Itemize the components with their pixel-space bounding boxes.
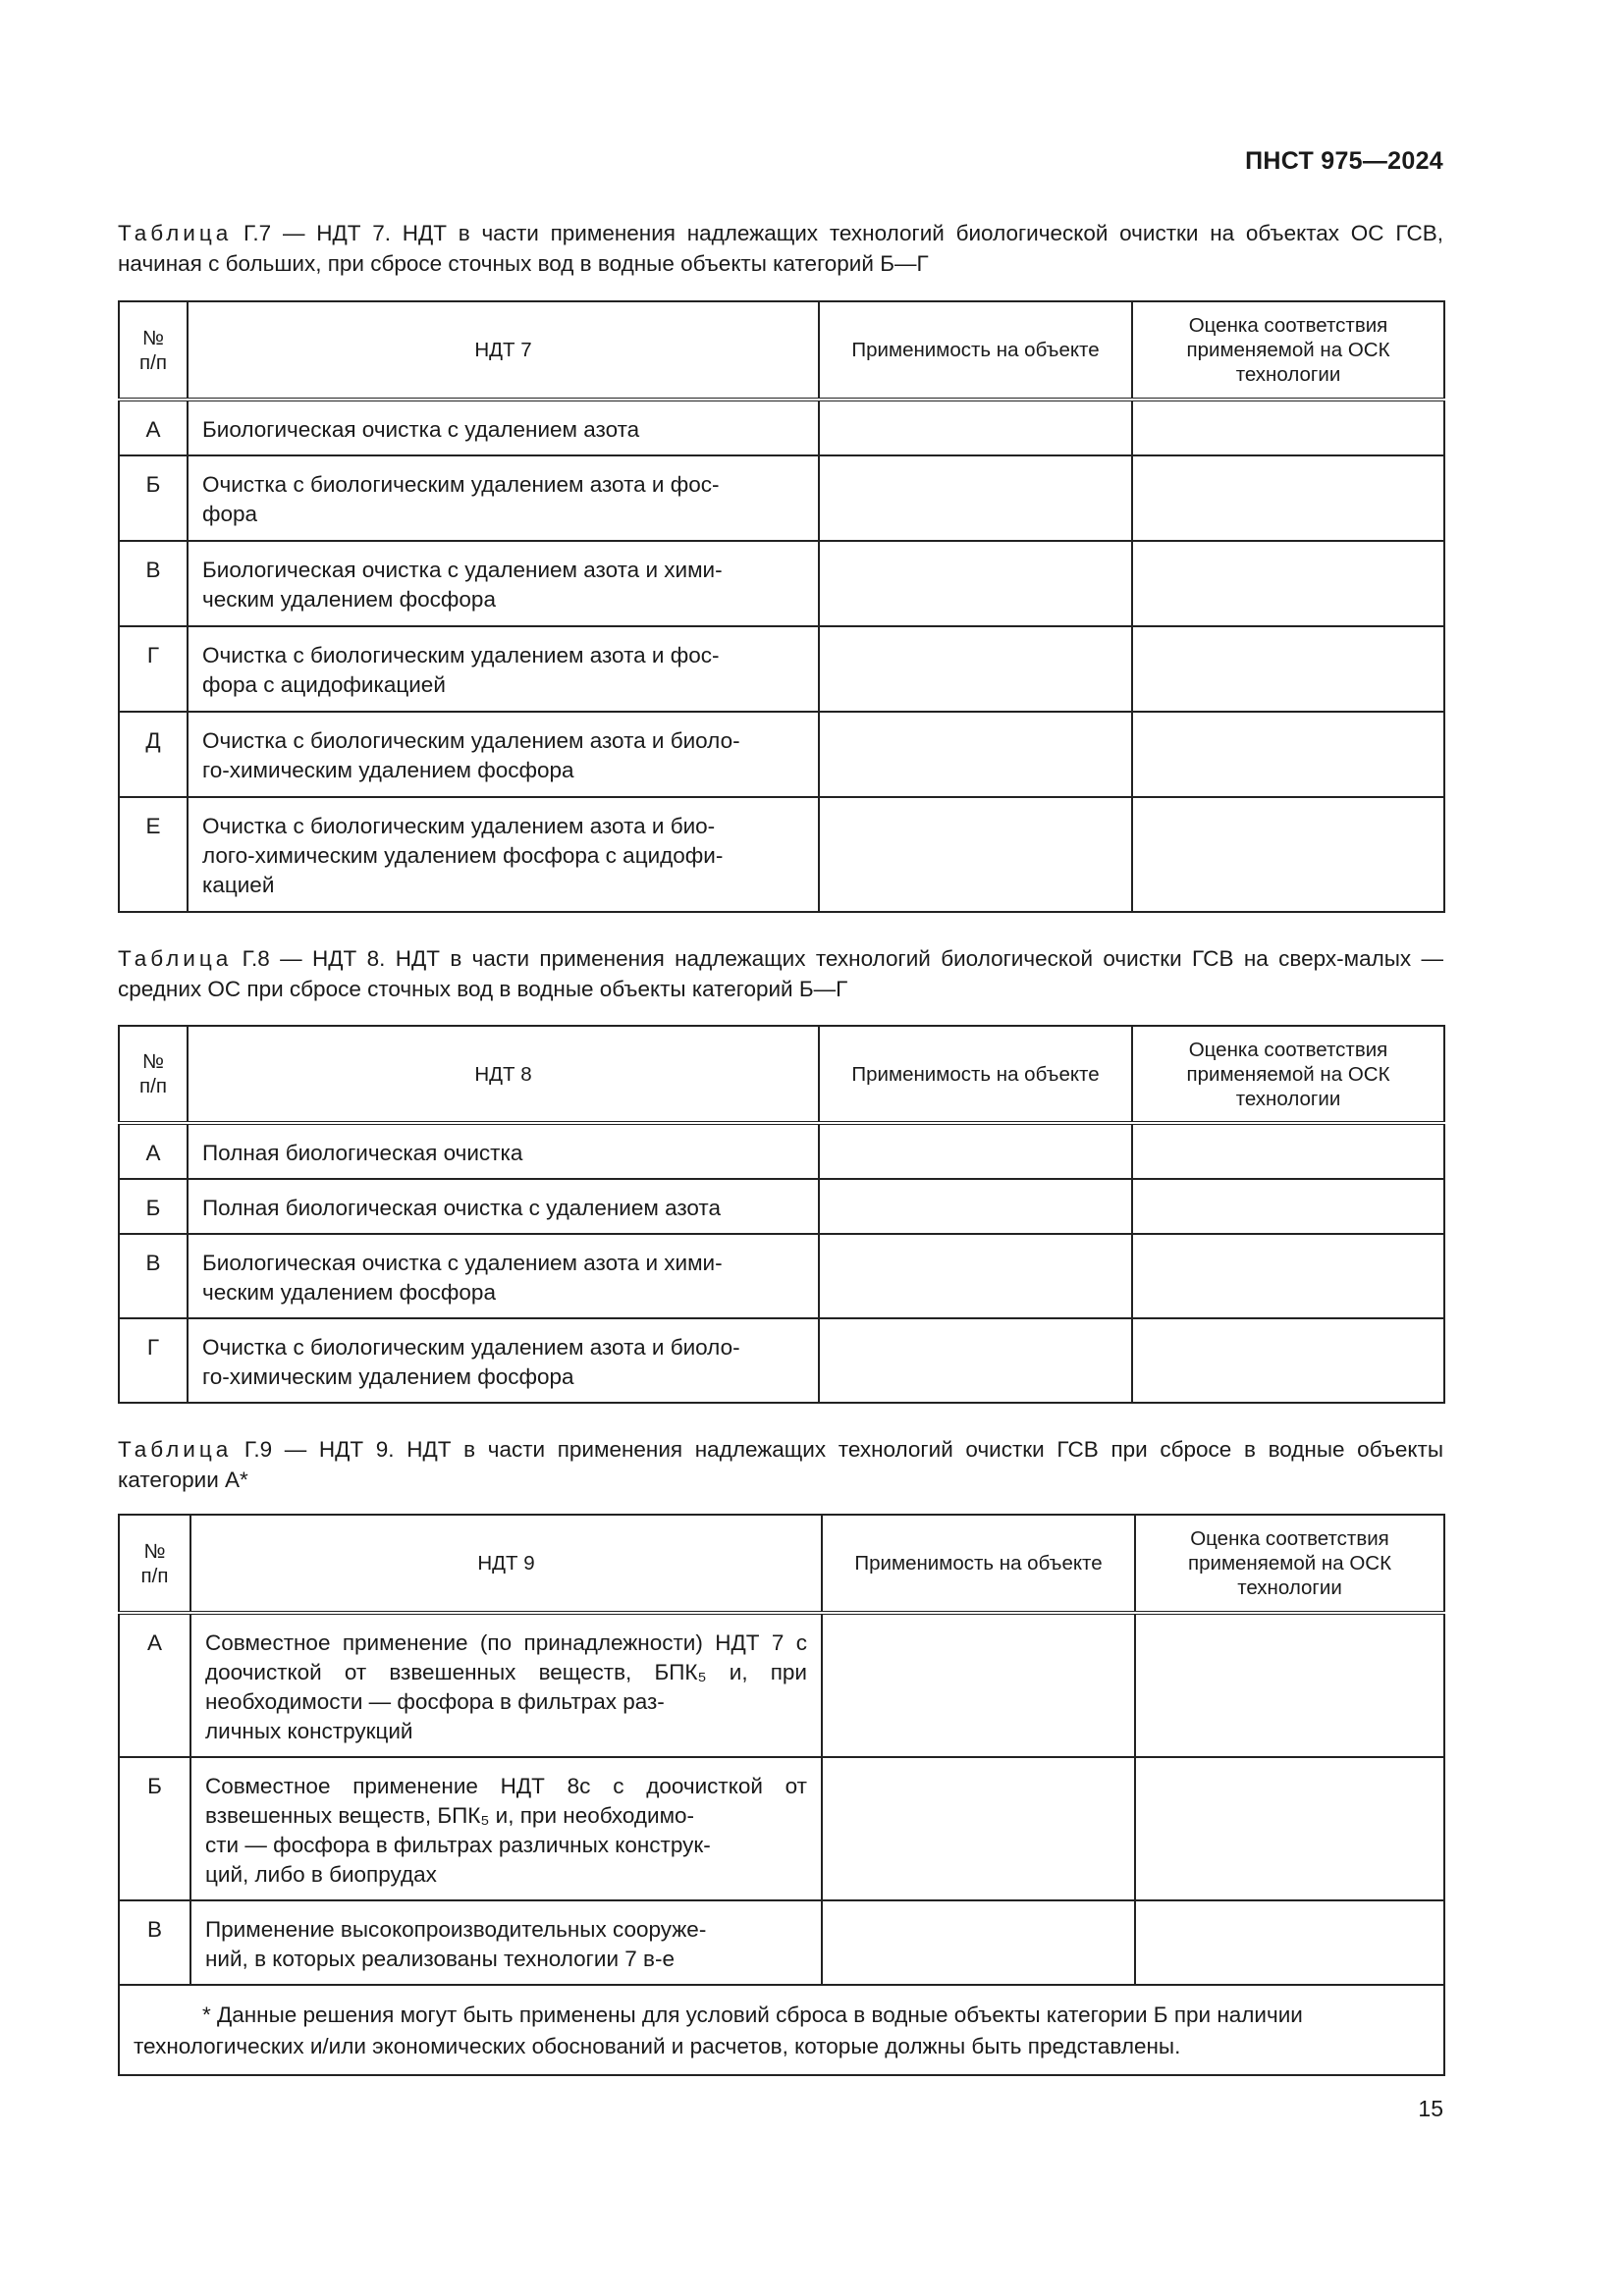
col-header-assessment: Оценка соответствия применяемой на ОСК технологии	[1132, 301, 1444, 400]
caption-text: Г.7 — НДТ 7. НДТ в части применения надлежащих технологий биологической очистки на объектах ОС ГСВ, начиная с больших, при сбросе сточных вод в водные объекты категорий Б—Г	[118, 221, 1443, 276]
table-row	[119, 541, 1444, 626]
caption-label: Таблица	[118, 946, 233, 971]
assessment-cell[interactable]	[1132, 626, 1444, 712]
row-technology: Совместное применение НДТ 8с с доочисткой от взвешенных веществ, БПК₅ и, при необходимо- сти — фосфора в фильтрах различных конструк- ций, либо в биопрудах	[190, 1757, 822, 1900]
table-caption-g9	[118, 1434, 1443, 1495]
row-number: А	[119, 400, 188, 455]
caption-text: Г.8 — НДТ 8. НДТ в части применения надлежащих технологий биологической очистки ГСВ на сверх-малых — средних ОС при сбросе сточных вод в водные объекты категорий Б—Г	[118, 946, 1443, 1001]
assessment-cell[interactable]	[1132, 455, 1444, 541]
table-row	[119, 1123, 1444, 1179]
table-footnote	[119, 1985, 1444, 2075]
assessment-cell[interactable]	[1132, 797, 1444, 912]
assessment-cell[interactable]	[1132, 1123, 1444, 1179]
table-g7	[118, 300, 1445, 913]
row-number: Б	[119, 1757, 190, 1900]
caption-label: Таблица	[118, 221, 233, 245]
row-technology: Биологическая очистка с удалением азота и хими- ческим удалением фосфора	[188, 1234, 819, 1318]
table-row	[119, 1613, 1444, 1757]
row-technology: Очистка с биологическим удалением азота и биоло- го-химическим удалением фосфора	[188, 1318, 819, 1403]
col-header-ndt: НДТ 7	[188, 301, 819, 400]
table-row	[119, 626, 1444, 712]
applicability-cell[interactable]	[819, 712, 1132, 797]
col-header-number: № п/п	[119, 1026, 188, 1123]
table-caption-g8	[118, 943, 1443, 1004]
row-number: Д	[119, 712, 188, 797]
caption-label: Таблица	[118, 1437, 233, 1462]
row-technology: Очистка с биологическим удалением азота и био- лого-химическим удалением фосфора с ацидофи- кацией	[188, 797, 819, 912]
applicability-cell[interactable]	[819, 1318, 1132, 1403]
col-header-ndt: НДТ 8	[188, 1026, 819, 1123]
applicability-cell[interactable]	[819, 1179, 1132, 1234]
table-row	[119, 1234, 1444, 1318]
applicability-cell[interactable]	[822, 1613, 1135, 1757]
row-technology: Применение высокопроизводительных сооруже- ний, в которых реализованы технологии 7 в-е	[190, 1900, 822, 1985]
col-header-applicability: Применимость на объекте	[819, 301, 1132, 400]
page-number: 15	[1418, 2096, 1443, 2121]
assessment-cell[interactable]	[1132, 400, 1444, 455]
applicability-cell[interactable]	[819, 400, 1132, 455]
col-header-number: № п/п	[119, 301, 188, 400]
applicability-cell[interactable]	[819, 455, 1132, 541]
row-technology: Очистка с биологическим удалением азота и фос- фора с ацидофикацией	[188, 626, 819, 712]
table-row	[119, 1757, 1444, 1900]
row-technology: Биологическая очистка с удалением азота и хими- ческим удалением фосфора	[188, 541, 819, 626]
row-number: Е	[119, 797, 188, 912]
applicability-cell[interactable]	[822, 1900, 1135, 1985]
applicability-cell[interactable]	[822, 1757, 1135, 1900]
document-id: ПНСТ 975—2024	[1245, 147, 1443, 175]
row-number: Б	[119, 455, 188, 541]
row-technology: Очистка с биологическим удалением азота и биоло- го-химическим удалением фосфора	[188, 712, 819, 797]
table-row	[119, 1900, 1444, 1985]
row-number: В	[119, 1234, 188, 1318]
row-number: А	[119, 1123, 188, 1179]
assessment-cell[interactable]	[1135, 1757, 1444, 1900]
table-caption-g7	[118, 218, 1443, 279]
col-header-assessment: Оценка соответствия применяемой на ОСК технологии	[1132, 1026, 1444, 1123]
row-number: Б	[119, 1179, 188, 1234]
row-number: А	[119, 1613, 190, 1757]
row-technology: Очистка с биологическим удалением азота и фос- фора	[188, 455, 819, 541]
col-header-ndt: НДТ 9	[190, 1515, 822, 1613]
col-header-assessment: Оценка соответствия применяемой на ОСК технологии	[1135, 1515, 1444, 1613]
assessment-cell[interactable]	[1132, 1179, 1444, 1234]
col-header-applicability: Применимость на объекте	[822, 1515, 1135, 1613]
row-number: Г	[119, 626, 188, 712]
applicability-cell[interactable]	[819, 1234, 1132, 1318]
row-technology: Совместное применение (по принадлежности) НДТ 7 с доочисткой от взвешенных веществ, БПК₅ и, при необходимости — фосфора в фильтрах раз- личных конструкций	[190, 1613, 822, 1757]
table-footnote-row	[119, 1985, 1444, 2075]
table-g8	[118, 1025, 1445, 1404]
table-row	[119, 455, 1444, 541]
assessment-cell[interactable]	[1132, 712, 1444, 797]
assessment-cell[interactable]	[1135, 1900, 1444, 1985]
applicability-cell[interactable]	[819, 541, 1132, 626]
assessment-cell[interactable]	[1132, 1234, 1444, 1318]
table-row	[119, 712, 1444, 797]
col-header-applicability: Применимость на объекте	[819, 1026, 1132, 1123]
table-g9	[118, 1514, 1445, 2076]
footnote-text: * Данные решения могут быть применены для условий сброса в водные объекты категории Б при наличии технологических и/или экономических обоснований и расчетов, которые должны быть представлены.	[134, 2002, 1303, 2058]
assessment-cell[interactable]	[1135, 1613, 1444, 1757]
table-row	[119, 1318, 1444, 1403]
row-number: В	[119, 1900, 190, 1985]
table-row	[119, 400, 1444, 455]
row-number: Г	[119, 1318, 188, 1403]
assessment-cell[interactable]	[1132, 1318, 1444, 1403]
caption-text: Г.9 — НДТ 9. НДТ в части применения надлежащих технологий очистки ГСВ при сбросе в водные объекты категории А*	[118, 1437, 1443, 1492]
applicability-cell[interactable]	[819, 797, 1132, 912]
col-header-number: № п/п	[119, 1515, 190, 1613]
table-row	[119, 1179, 1444, 1234]
assessment-cell[interactable]	[1132, 541, 1444, 626]
table-row	[119, 797, 1444, 912]
row-technology: Полная биологическая очистка с удалением азота	[188, 1179, 819, 1234]
row-number: В	[119, 541, 188, 626]
applicability-cell[interactable]	[819, 626, 1132, 712]
row-technology: Полная биологическая очистка	[188, 1123, 819, 1179]
applicability-cell[interactable]	[819, 1123, 1132, 1179]
row-technology: Биологическая очистка с удалением азота	[188, 400, 819, 455]
